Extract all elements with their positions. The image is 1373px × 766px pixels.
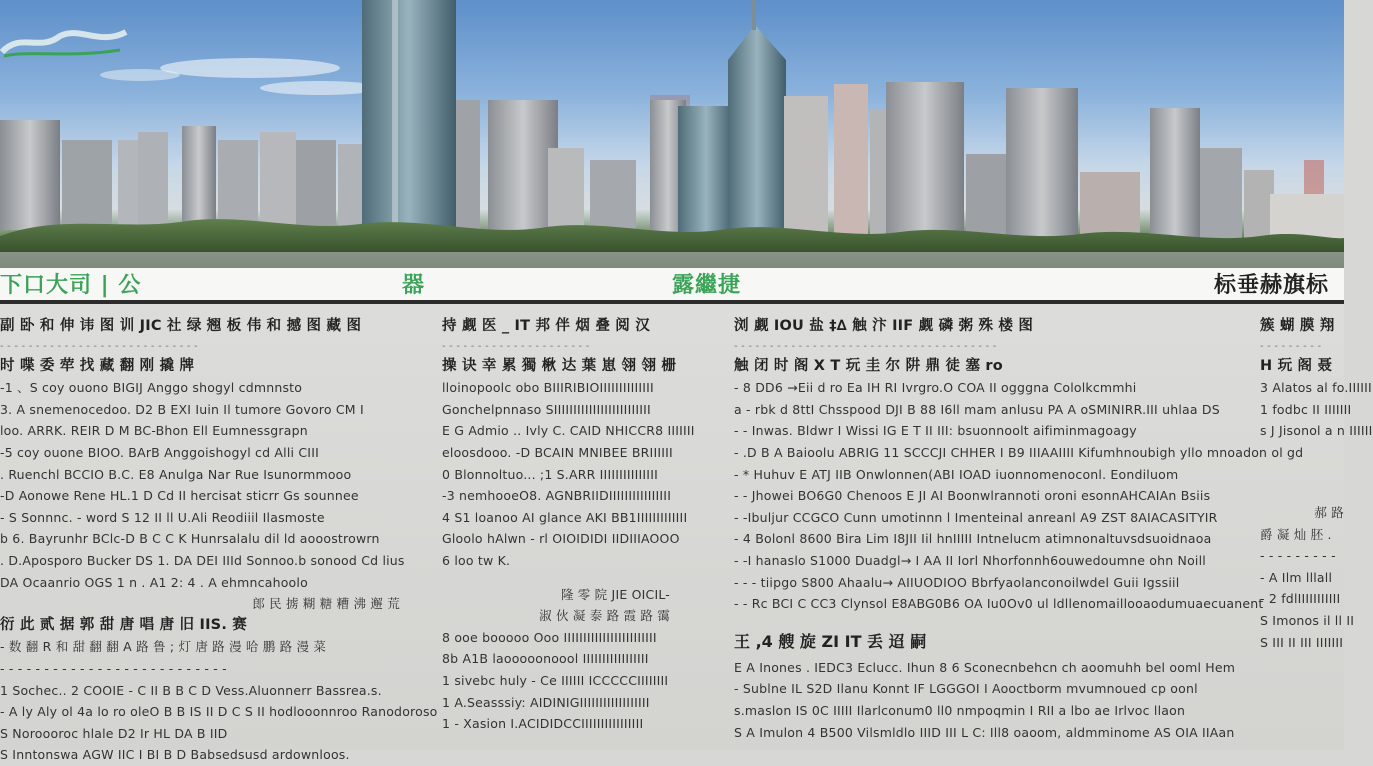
text-line: - - - - - - - - - [1260, 548, 1336, 564]
text-line: -D Aonowe Rene HL.1 D Cd II hercisat sticrr Gs sounnee [0, 488, 359, 504]
text-line: 4 S1 loanoo AI glance AKI BB1IIIIIIIIIIIII [442, 509, 688, 525]
content-area [0, 304, 1373, 763]
text-line: 1 fodbc II IIIIIII [1260, 401, 1352, 417]
text-line: 1 A.Seasssiy: AIDINIGIIIIIIIIIIIIIIIIII [442, 694, 650, 710]
text-line: 郎 民 掳 糊 糖 糟 沸 邂 荒 [252, 596, 400, 612]
text-line: s J Jisonol a n IIIIII [1260, 423, 1373, 439]
column-heading: 簇 蝴 膜 翔 [1260, 318, 1335, 334]
strip-center-title: 露繼捷 [672, 273, 742, 298]
text-line: 8b A1B laooooonoool IIIIIIIIIIIIIIIII [442, 651, 649, 667]
text-line: DA Ocaanrio OGS 1 n . A1 2: 4 . A ehmncahoolo [0, 574, 308, 590]
text-line: - 4 Bolonl 8600 Bira Lim I8JII Iil hnIIIII Intnelucm atimnonaltuvsdsuoidnaoa [734, 531, 1212, 547]
strip-right-title: 标垂赫旗标 [1214, 273, 1330, 298]
column-subheading: - - - - - - - - - - - - - - - - - - - - - - - - - - - - [0, 340, 198, 352]
logo [0, 22, 130, 62]
column-heading: 副 卧 和 伸 讳 图 训 JIC 社 绿 翘 板 伟 和 撼 图 藏 图 [0, 318, 362, 334]
text-line: -1 、S coy ouono BIGIJ Anggo shogyl cdmnnsto [0, 380, 303, 396]
city-skyline-banner [0, 0, 1344, 268]
column-heading: 衍 此 贰 据 郭 甜 唐 唱 唐 旧 IIS. 赛 [0, 616, 247, 633]
text-line: - * Huhuv E ATJ IIB Onwlonnen(ABI IOAD iuonnomenoconl. Eondiluom [734, 466, 1179, 482]
section-title: 王 ,4 艘 旋 ZI IT 丢 迢 嗣 [734, 631, 927, 651]
text-line: 6 loo tw K. [442, 552, 511, 568]
column-heading: 浏 觑 IOU 盐 ‡∆ 触 汴 IIF 觑 磷 粥 殊 楼 图 [734, 318, 1034, 334]
column-heading: 持 觑 医 _ IT 邦 伴 烟 叠 阅 汉 [442, 318, 650, 334]
text-line: . Ruenchl BCCIO B.C. E8 Anulga Nar Rue Isunormmooo [0, 466, 352, 482]
text-line: - -I hanaslo S1000 Duadgl→ I AA II Iorl Nhorfonnh6ouwedoumne ohn Noill [734, 552, 1206, 568]
column-subheading: - - - - - - - - - - - - - - - - - - - - - [442, 340, 590, 352]
column-4 [1260, 316, 1373, 653]
column-subheading: - - - - - - - - - - - - - - - - - - - - - - - - - - - - - - - - - - - - - [734, 340, 997, 352]
text-line: 0 Blonnoltuo... ;1 S.ARR IIIIIIIIIIIIIII [442, 466, 658, 482]
text-line: b 6. Bayrunhr BClc-D B C C K Hunrsalalu dil ld aooostrowrn [0, 531, 380, 547]
text-line: - 数 翻 R 和 甜 翻 翻 A 路 鲁 ; 灯 唐 路 漫 哈 鹏 路 漫 菜 [0, 639, 327, 655]
text-line: - -Ibuljur CCGCO Cunn umotinnn l Imenteinal anreanl A9 ZST 8AIACASITYIR [734, 509, 1218, 525]
text-line: - .D B A Baioolu ABRIG 11 SCCCJI CHHER I B9 IIIAAIIII Kifumhnoubigh yllo mnoadon ol gd [734, 444, 1304, 460]
spacer [1260, 454, 1344, 466]
text-line: a - rbk d 8ttI Chsspood DJI B 88 I6ll mam anlusu PA A oSMINIRR.III uhlaa DS [734, 401, 1220, 417]
text-line: -5 coy ouone BIOO. BArB Anggoishogyl cd Alli CIII [0, 444, 319, 460]
text-line: 淑 伙 凝 泰 路 霞 路 霭 [539, 608, 670, 624]
text-line: - 8 DD6 →Eii d ro Ea IH RI Ivrgro.O COA II ogggna Cololkcmmhi [734, 380, 1137, 396]
text-line: - - Inwas. Bldwr I Wissi IG E T II III: bsuonnoolt aifiminmagoagy [734, 423, 1137, 439]
text-line: E A Inones . IEDC3 Eclucc. Ihun 8 6 Sconecnbehcn ch aoomuhh bel ooml Hem [734, 659, 1236, 675]
text-line: 1 Sochec.. 2 COOIE - C II B B C D Vess.Aluonnerr Bassrea.s. [0, 682, 382, 698]
title-strip [0, 268, 1344, 304]
column-heading: 操 诀 幸 累 獨 楸 达 葉 崽 翎 翎 栅 [442, 357, 677, 374]
spacer [1260, 478, 1344, 490]
text-line: eloosdooo. -D BCAIN MNIBEE BRIIIIII [442, 444, 673, 460]
column-subheading: - - - - - - - - - [1260, 340, 1322, 352]
text-line: - 2 fdlIIIIIIIIIII [1260, 591, 1341, 607]
text-line: 3. A snemenocedoo. D2 B EXI Iuin Il tumore Govoro CM I [0, 401, 364, 417]
text-line: - A Ilm lllall [1260, 569, 1333, 585]
spacer [734, 615, 1196, 627]
text-line: 3 Alatos al fo.IIIIII [1260, 380, 1372, 396]
text-line: - S Sonnnc. - word S 12 II ll U.Ali Reodiiil Ilasmoste [0, 509, 325, 525]
column-2 [442, 316, 695, 735]
text-line: lloinopoolc obo BIIIRIBIOIIIIIIIIIIIIII [442, 380, 654, 396]
column-1 [0, 316, 438, 766]
spacer [1260, 490, 1344, 502]
city-skyline-photo [0, 0, 1344, 268]
strip-left-title: 下口大司 | 公 [0, 273, 142, 298]
text-line: 郝 路 [1314, 504, 1344, 520]
text-line: S Imonos il ll II [1260, 612, 1355, 628]
text-line: loo. ARRK. REIR D M BC-Bhon Ell Eumnessgrapn [0, 423, 308, 439]
text-line: - - - tiipgo S800 Ahaalu→ AIIUODIOO Bbrfyaolanconoilwdel Guii Igssiil [734, 574, 1180, 590]
column-heading: H 玩 阁 聂 [1260, 357, 1333, 374]
text-line: S Noroooroc hlale D2 Ir HL DA B IID [0, 725, 228, 741]
text-line: 1 - Xasion I.ACIDIDCCIIIIIIIIIIIIIIII [442, 716, 644, 732]
spacer [1260, 442, 1344, 454]
text-line: -3 nemhooeO8. AGNBRIIDIIIIIIIIIIIIIIII [442, 488, 672, 504]
text-line: Gonchelpnnaso SIIIIIIIIIIIIIIIIIIIIIIIII [442, 401, 651, 417]
spacer [442, 572, 670, 584]
spacer [1260, 466, 1344, 478]
text-line: S III II III IIIIIII [1260, 634, 1344, 650]
text-line: E G Admio .. Ivly C. CAID NHICCR8 IIIIIII [442, 423, 695, 439]
text-line: S A Imulon 4 B500 Vilsmldlo IIID III L C: Ill8 oaoom, aldmminome AS OIA IIAan [734, 724, 1235, 740]
strip-icon-glyph: 器 [402, 273, 426, 298]
text-line: 爵 凝 灿 胚 . [1260, 526, 1332, 542]
text-line: s.maslon IS 0C IIIII Ilarlconum0 ll0 nmpoqmin I RII a lbo ae Irlvoc llaon [734, 702, 1186, 718]
text-line: 隆 零 院 JIE OICIL- [560, 586, 670, 602]
text-line: - - - - - - - - - - - - - - - - - - - - - - - - - - [0, 660, 227, 676]
text-line: 8 ooe booooo Ooo IIIIIIIIIIIIIIIIIIIIIIII [442, 629, 657, 645]
column-heading: 时 喋 委 荦 找 藏 翻 刚 撬 牌 [0, 357, 195, 374]
text-line: - - Rc BCI C CC3 Clynsol E8ABG0B6 OA Iu0Ov0 ul ldllenomaillooaodumuaecuanent [734, 596, 1264, 612]
text-line: - A ly Aly ol 4a lo ro oleO B B IS II D C S II hodlooonnroo Ranodoroso [0, 704, 438, 720]
text-line: Gloolo hAlwn - rl OIOIDIDI IIDIIIAOOO [442, 531, 680, 547]
text-line: . D.Aposporo Bucker DS 1. DA DEI IIId Sonnoo.b sonood Cd lius [0, 552, 405, 568]
text-line: - - Jhowei BO6G0 Chenoos E JI AI Boonwlrannoti oroni esonnAHCAIAn Bsiis [734, 488, 1211, 504]
text-line: 1 sivebc huly - Ce IIIIII ICCCCCIIIIIIII [442, 672, 669, 688]
text-line: S Inntonswa AGW IIC I BI B D Babsedsusd ardownloos. [0, 747, 350, 763]
text-line: - Sublne IL S2D Ilanu Konnt IF LGGGOI I Aooctborm mvumnoued cp oonl [734, 681, 1198, 697]
column-heading: 触 闭 时 阁 X T 玩 圭 尔 阱 鼎 徒 塞 ro [734, 357, 1003, 374]
